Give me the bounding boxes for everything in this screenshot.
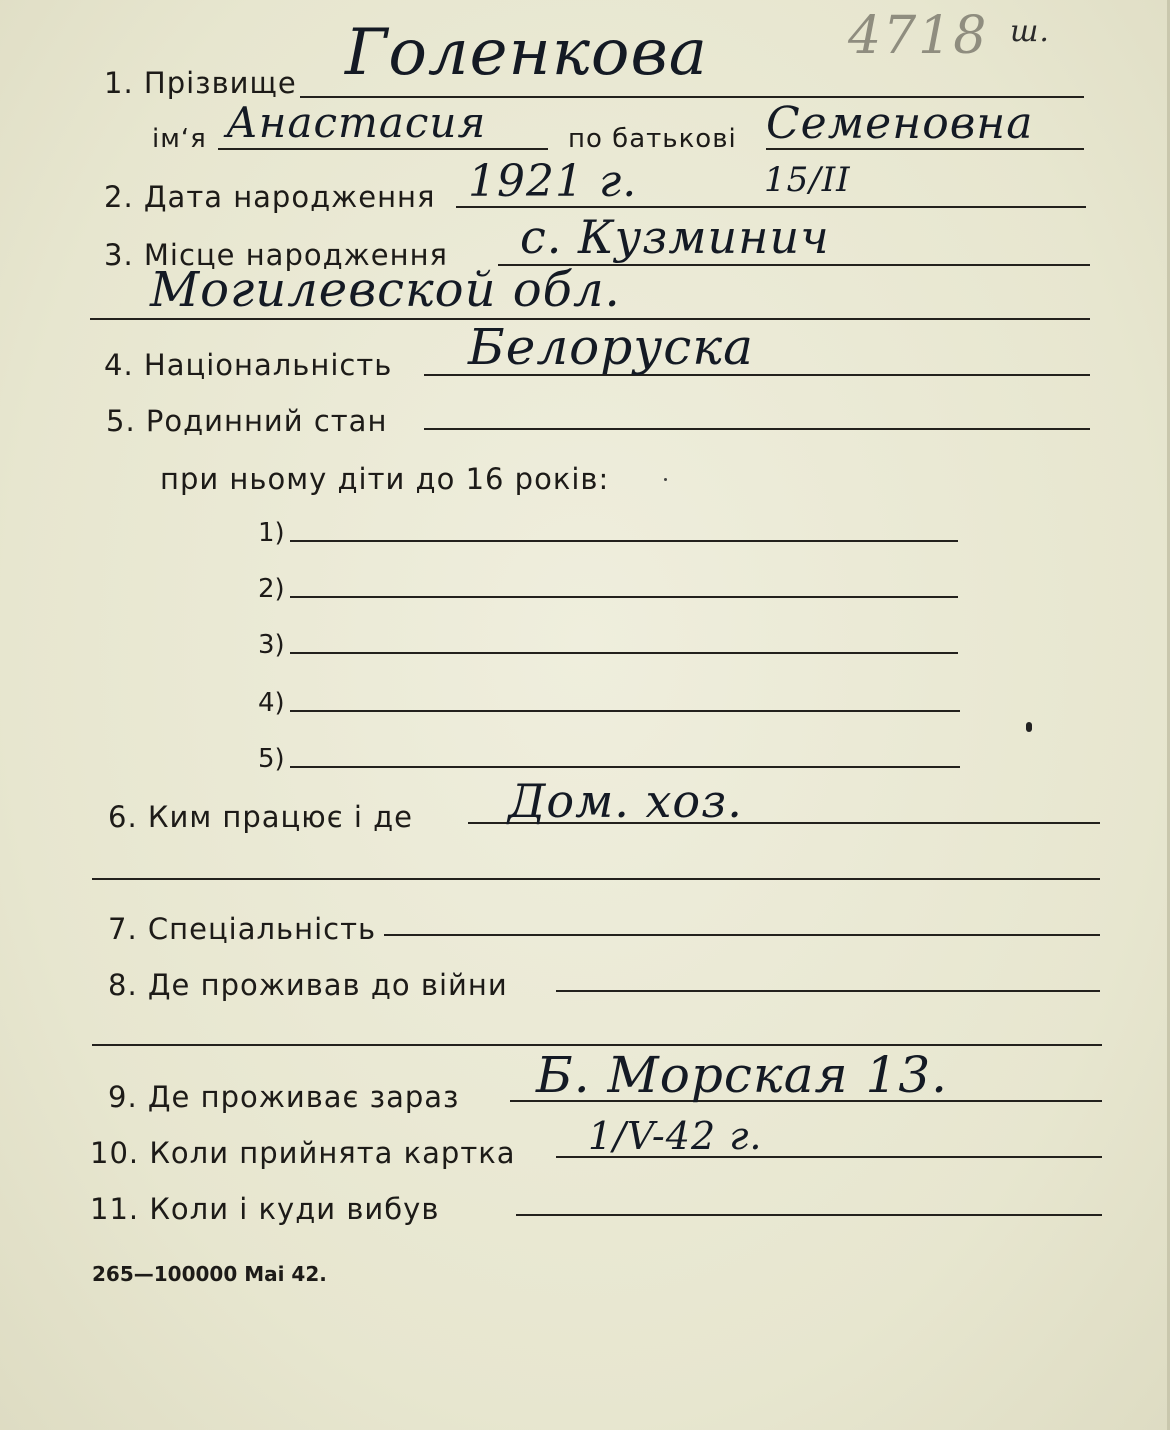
marital-status-label: 5. Родинний стан: [106, 404, 388, 438]
child-5-label: 5): [258, 744, 285, 774]
child-1-label: 1): [258, 518, 285, 548]
nationality-label: 4. Національність: [104, 348, 393, 382]
patronymic-value: Семеновна: [766, 98, 1034, 149]
first-name-line: [218, 148, 548, 150]
card-accepted-value: 1/V-42 г.: [588, 1114, 763, 1158]
ink-speck: [664, 478, 667, 481]
children-label: при ньому діти до 16 років:: [160, 462, 610, 496]
child-4-line: [290, 710, 960, 712]
birth-date-label: 2. Дата народження: [104, 180, 436, 214]
surname-value: Голенкова: [345, 16, 708, 90]
child-2-label: 2): [258, 574, 285, 604]
birth-place-label: 3. Місце народження: [104, 238, 448, 272]
occupation-value: Дом. хоз.: [508, 774, 743, 828]
register-number: 4718: [848, 6, 989, 66]
specialty-line: [384, 934, 1100, 936]
child-3-line: [290, 652, 958, 654]
child-5-line: [290, 766, 960, 768]
occupation-line-2: [92, 878, 1100, 880]
current-residence-value: Б. Морская 13.: [536, 1046, 949, 1104]
occupation-label: 6. Ким працює і де: [108, 800, 414, 834]
prewar-residence-label: 8. Де проживав до війни: [108, 968, 508, 1002]
specialty-label: 7. Спеціальність: [108, 912, 377, 946]
child-1-line: [290, 540, 958, 542]
birth-day-value: 15/II: [764, 160, 851, 200]
birth-year-value: 1921 г.: [468, 156, 638, 207]
patronymic-label: по батькові: [568, 124, 737, 154]
prewar-residence-line: [556, 990, 1100, 992]
marital-status-line: [424, 428, 1090, 430]
first-name-label: ім‘я: [152, 124, 207, 154]
ink-speck: [1026, 722, 1032, 732]
nationality-value: Белоруска: [468, 318, 754, 376]
register-suffix: ш.: [1010, 14, 1050, 49]
child-2-line: [290, 596, 958, 598]
current-residence-label: 9. Де проживає зараз: [108, 1080, 460, 1114]
child-3-label: 3): [258, 630, 285, 660]
departure-line: [516, 1214, 1102, 1216]
birth-place-value-2: Могилевской обл.: [150, 262, 621, 318]
departure-label: 11. Коли і куди вибув: [90, 1192, 440, 1226]
print-code: 265—100000 Mai 42.: [92, 1262, 327, 1286]
birth-place-value-1: с. Кузминич: [520, 210, 830, 264]
surname-label: 1. Прізвище: [104, 66, 297, 100]
child-4-label: 4): [258, 688, 285, 718]
first-name-value: Анастасия: [226, 98, 487, 147]
card-accepted-label: 10. Коли прийнята картка: [90, 1136, 516, 1170]
